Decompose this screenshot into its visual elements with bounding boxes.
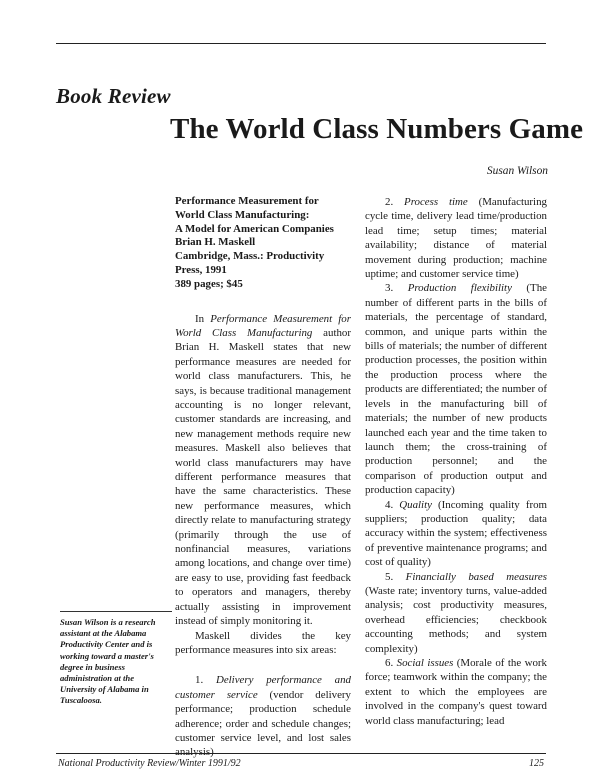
section-heading: Book Review [56, 84, 171, 108]
measure-item: 3. Production flexibility (The number of different parts in the bills of materials, the percentage of standard, common, and unique parts within the bills of materials; the number of different production processes, the position within the production process where the products are differentiated; the number of levels in the manufacturing bill of materials; the number of new products launched each year and the time taken to launch them; the cross-training of production personnel; and the comparison of production output and production capacity) [365, 282, 547, 497]
measure-item: 2. Process time (Manufacturing cycle time, delivery lead time/production lead time; setup times; material availability; distance of material movement during production; machine uptime; and customer service time) [365, 196, 547, 281]
article-author: Susan Wilson [486, 165, 548, 177]
book-citation [175, 195, 351, 292]
divides-paragraph: Maskell divides the key performance measures into six areas: [175, 629, 351, 656]
intro-paragraph: In Performance Measurement for World Class Manufacturing author Brian H. Maskell states that new performance measures are needed for world class manufacturers. This, he says, is because traditional management accounting is no longer relevant, customer standards are increasing, and new management methods require new measures. Maskell also believes that world class manufacturers may have different performance measures that have the same characteristics. These new performance measures, which directly relate to manufacturing strategy (primarily through the use of nonfinancial measures, variations among locations, and change over time) are easy to use, providing fast feedback to operators and managers, thereby actually assisting in improvement instead of simply monitoring it. [175, 312, 351, 628]
measure-item: 6. Social issues (Morale of the work force; teamwork within the company; the extent to which the employees are involved in the company's quest toward world class manufacturing; lead [365, 657, 547, 727]
citation-line: World Class Manufacturing: [175, 208, 310, 221]
book-title-ref: Performance Measurement for World Class Manufacturing [175, 312, 351, 339]
measure-name: Production flexibility [407, 282, 512, 295]
article-title: The World Class Numbers Game [170, 113, 584, 145]
measure-name: Process time [404, 196, 468, 208]
column-left [175, 195, 351, 760]
citation-line: 389 pages; $45 [175, 277, 243, 290]
measure-name: Delivery performance and customer service [175, 674, 351, 701]
citation-line: A Model for American Companies [175, 222, 334, 235]
citation-line: Cambridge, Mass.: Productivity [175, 250, 325, 263]
citation-line: Brian H. Maskell [175, 236, 256, 249]
citation-line: Press, 1991 [175, 263, 227, 276]
top-rule [56, 43, 546, 44]
measure-name: Quality [399, 498, 432, 511]
measure-item: 1. Delivery performance and customer service (vendor delivery performance; production schedule adherence; order and schedule changes; customer service level, and lost sales analysis) [175, 674, 351, 759]
citation-line: Performance Measurement for [175, 195, 319, 207]
measure-name: Social issues [396, 657, 454, 669]
bottom-rule [56, 753, 546, 754]
page-number: 125 [529, 758, 544, 769]
column-right [365, 195, 547, 728]
measure-item: 4. Quality (Incoming quality from suppliers; production quality; data accuracy within the system; effectiveness of preventive maintenance programs; and cost of quality) [365, 498, 547, 569]
measure-name: Financially based measures [405, 570, 547, 583]
journal-footer: National Productivity Review/Winter 1991/92 [58, 758, 241, 769]
author-bio-note: Susan Wilson is a research assistant at the Alabama Productivity Center and is working toward a master's degree in business administration at the University of Alabama in Tuscaloosa. [60, 611, 172, 707]
measure-item: 5. Financially based measures (Waste rate; inventory turns, value-added analysis; cost productivity measures, overhead efficiencies; checkbook accounting methods; and system complexity) [365, 570, 547, 655]
